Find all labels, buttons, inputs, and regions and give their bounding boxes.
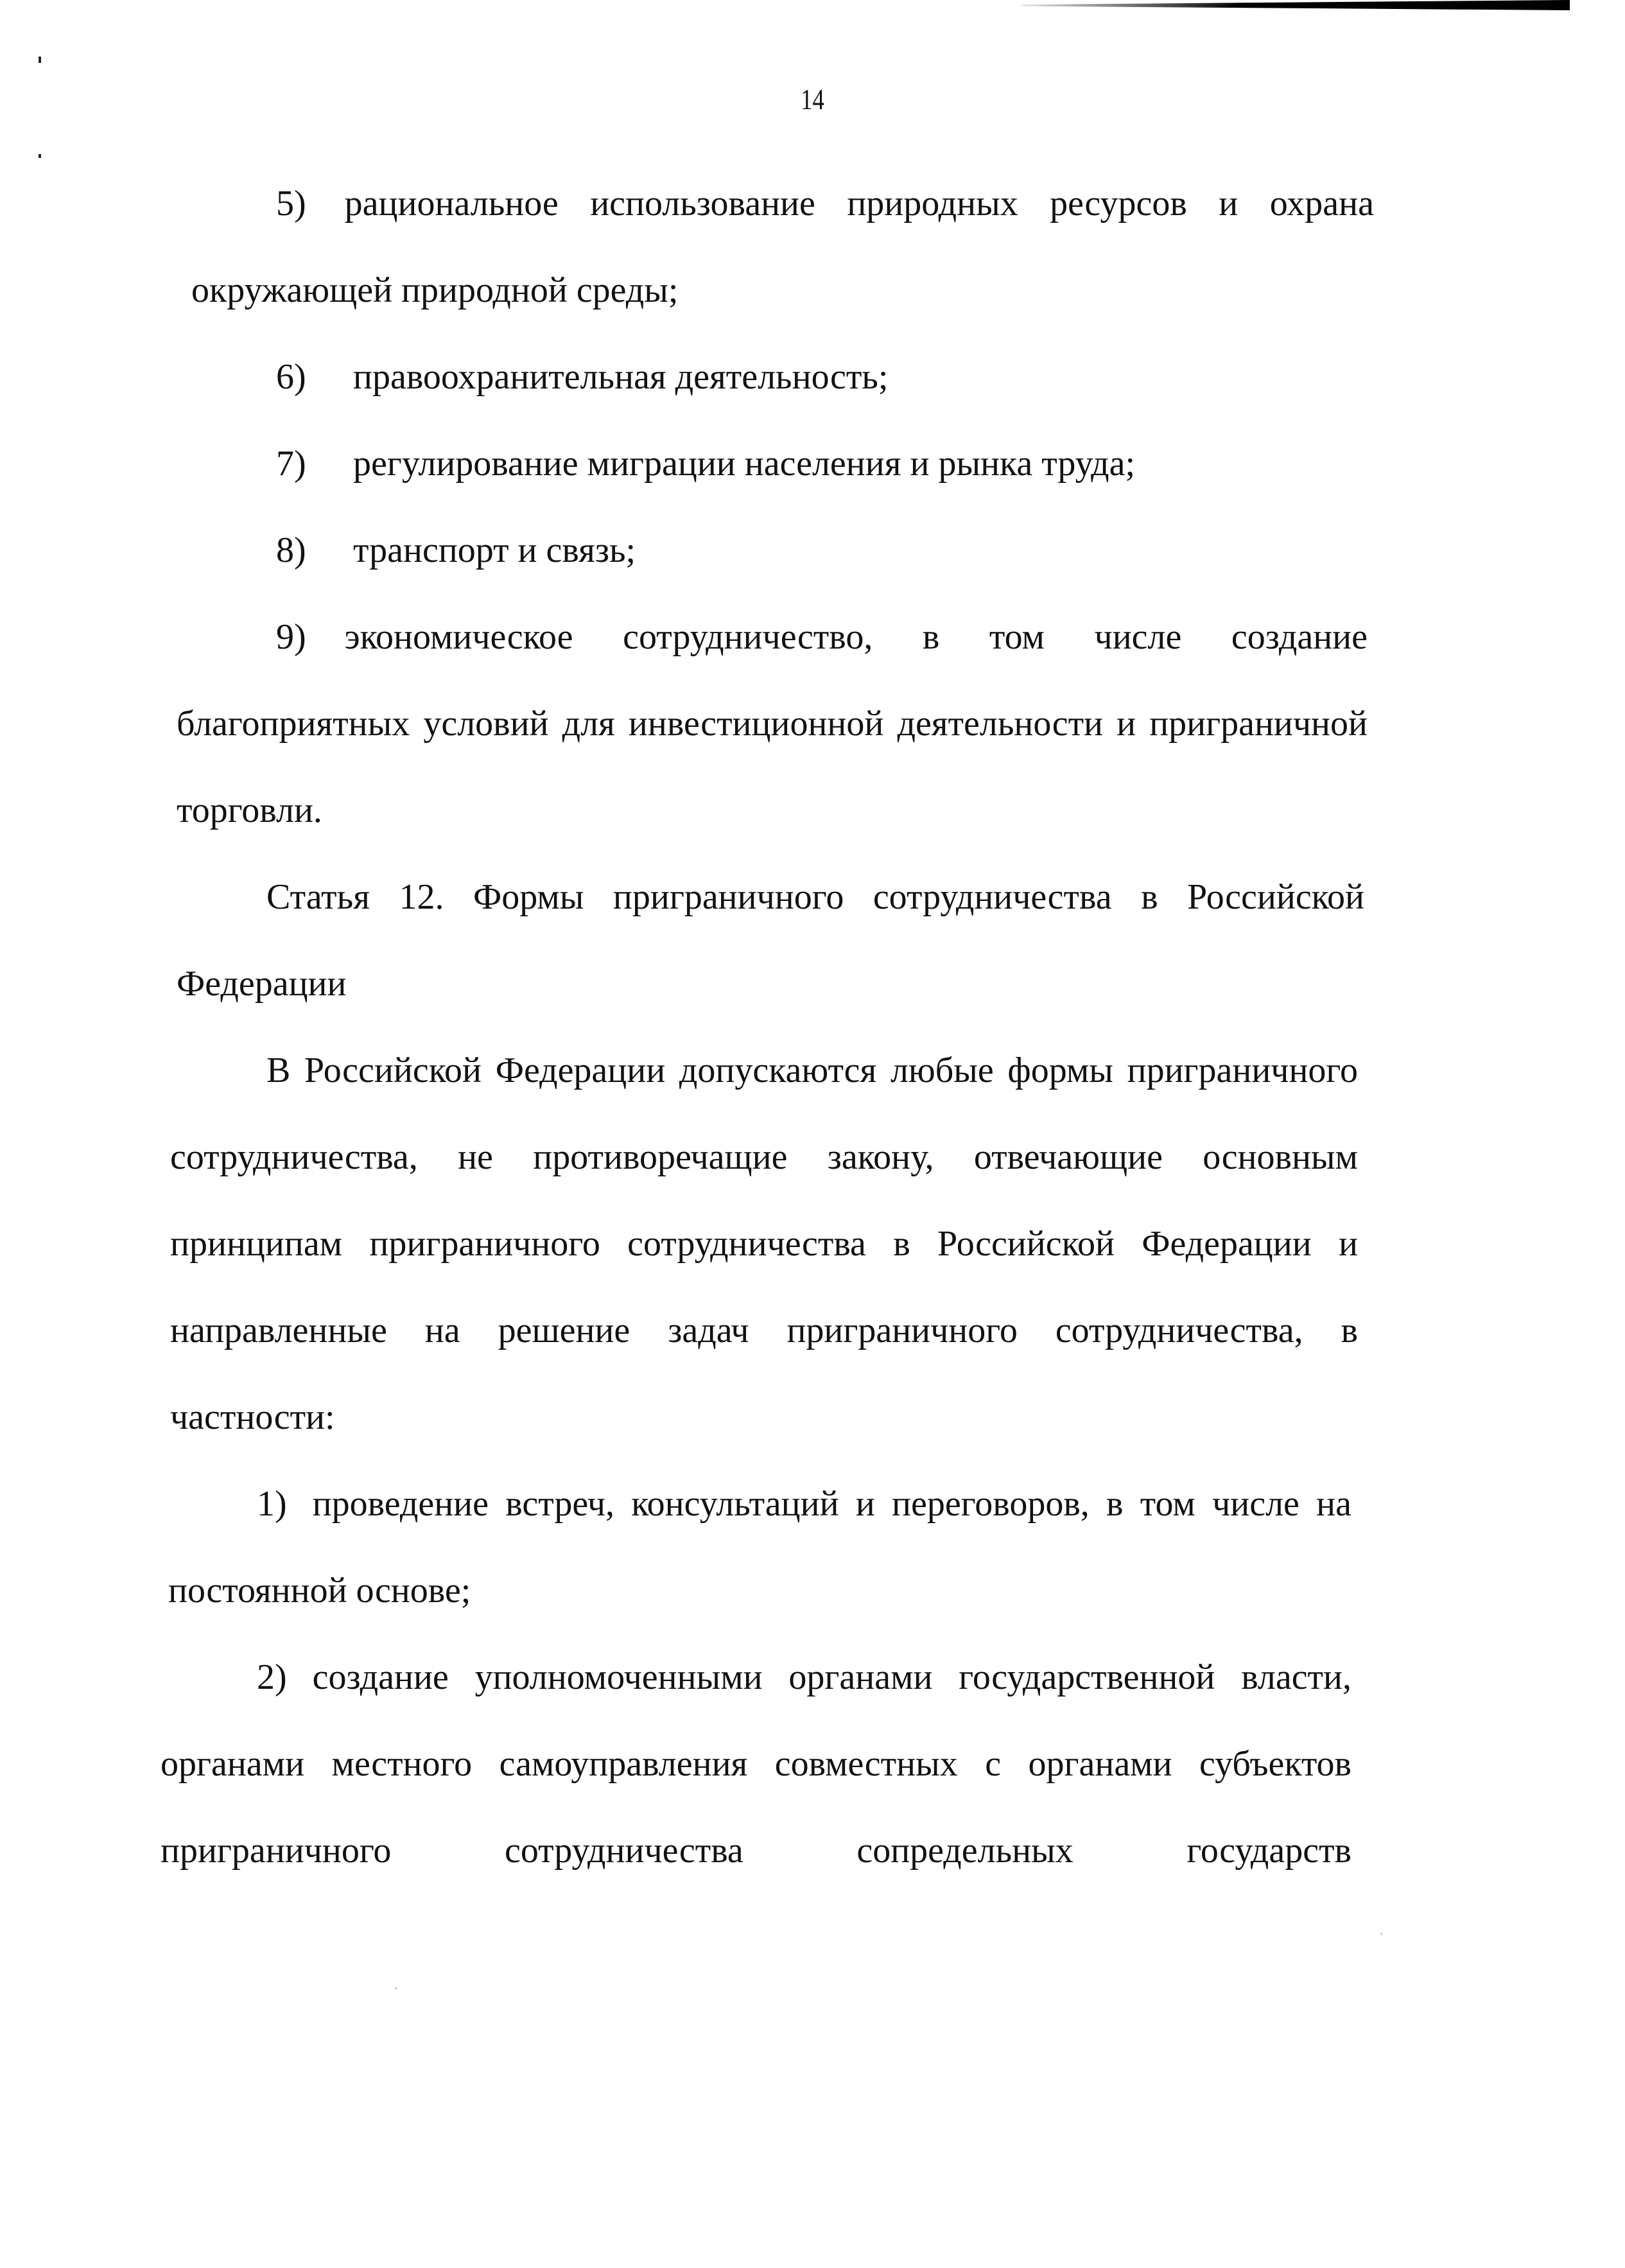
article-body-line-5: частности: (170, 1397, 335, 1437)
scan-mark (39, 154, 41, 158)
paragraph-6 (276, 356, 888, 397)
item-number: 9) (276, 617, 306, 657)
scan-speck (1380, 1933, 1382, 1935)
article-body-line-4: направленные на решение задач приграничного сотрудничества, в (170, 1311, 1358, 1350)
paragraph-5-line-2: окружающей природной среды; (191, 270, 679, 310)
paragraph-9-line-3: торговли. (177, 790, 322, 830)
text-line: экономическое сотрудничество, в том числе создание (344, 617, 1368, 657)
item-number: 8) (276, 530, 306, 570)
article-body-line-2: сотрудничества, не противоречащие закону, отвечающие основным (170, 1137, 1358, 1177)
item-1-line-2: постоянной основе; (168, 1571, 471, 1610)
text-line: регулирование миграции населения и рынка труда; (353, 444, 1136, 484)
page-number: 14 (801, 83, 824, 116)
text-line: транспорт и связь; (353, 530, 636, 570)
article-heading-line-2: Федерации (177, 964, 347, 1004)
article-heading-line-1: Статья 12. Формы приграничного сотрудничества в Российской (266, 877, 1364, 917)
item-2-line-1 (257, 1657, 1351, 1698)
text-line: проведение встреч, консультаций и переговоров, в том числе на (312, 1484, 1351, 1524)
article-body-line-3: принципам приграничного сотрудничества в Российской Федерации и (170, 1224, 1358, 1264)
item-number: 5) (276, 184, 306, 223)
item-1-line-1 (257, 1483, 1351, 1524)
article-body-line-1: В Российской Федерации допускаются любые формы приграничного (266, 1051, 1358, 1090)
paragraph-9-line-1 (276, 616, 1368, 658)
text-line: рациональное использование природных ресурсов и охрана (344, 184, 1374, 223)
scan-speck (395, 1987, 397, 1989)
item-number: 1) (257, 1484, 287, 1524)
item-number: 7) (276, 444, 306, 484)
paragraph-7 (276, 443, 1135, 484)
text-line: правоохранительная деятельность; (353, 357, 889, 397)
item-number: 6) (276, 357, 306, 397)
text-line: создание уполномоченными органами государственной власти, (312, 1657, 1351, 1697)
paragraph-8 (276, 530, 636, 571)
paragraph-5-line-1 (276, 183, 1374, 224)
item-2-line-2: органами местного самоуправления совместных с органами субъектов (161, 1744, 1351, 1784)
scan-mark (39, 57, 41, 63)
item-2-line-3: приграничного сотрудничества сопредельных государств (161, 1831, 1351, 1871)
scan-artifact-bar (1021, 0, 1570, 10)
item-number: 2) (257, 1657, 287, 1697)
paragraph-9-line-2: благоприятных условий для инвестиционной деятельности и приграничной (177, 704, 1368, 744)
